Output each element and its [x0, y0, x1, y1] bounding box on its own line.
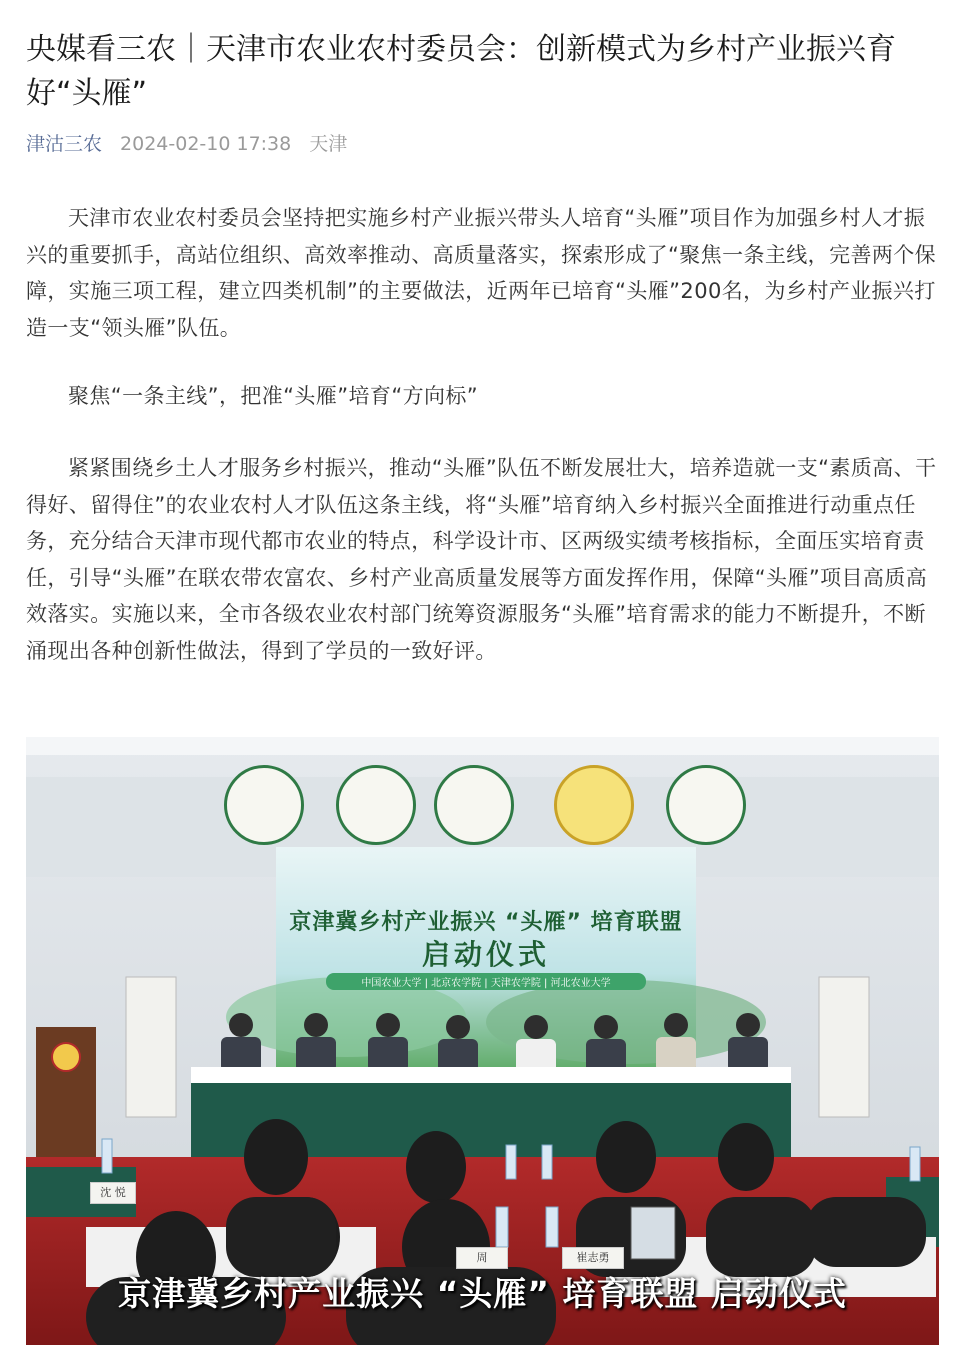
- university-seal-icon: [336, 765, 416, 845]
- banner-subtitle: 启动仪式: [421, 938, 550, 971]
- article-meta: [26, 130, 347, 158]
- article-paragraph: 紧紧围绕乡土人才服务乡村振兴，推动“头雁”队伍不断发展壮大，培养造就一支“素质高、干得好、留得住”的农业农村人才队伍这条主线，将“头雁”培育纳入乡村振兴全面推进行动重点任务，充分结合天津市现代都市农业的特点，科学设计市、区两级实绩考核指标，全面压实培育责任，引导“头雁”在联农带农富农、乡村产业高质量发展等方面发挥作用，保障“头雁”项目高质高效落实。实施以来，全市各级农业农村部门统筹资源服务“头雁”培育需求的能力不断提升，不断涌现出各种创新性做法，得到了学员的一致好评。: [26, 456, 937, 663]
- university-seal-icon: [554, 765, 634, 845]
- banner-universities: 中国农业大学 | 北京农学院 | 天津农学院 | 河北农业大学: [326, 973, 646, 990]
- source-account-link[interactable]: 津沽三农: [26, 133, 103, 155]
- article-paragraph: 天津市农业农村委员会坚持把实施乡村产业振兴带头人培育“头雁”项目作为加强乡村人才振兴的重要抓手，高站位组织、高效率推动、高质量落实，探索形成了“聚焦一条主线，完善两个保障，实施三项工程，建立四类机制”的主要做法，近两年已培育“头雁”200名，为乡村产业振兴打造一支“领头雁”队伍。: [26, 206, 937, 340]
- publish-location: 天津: [309, 133, 348, 155]
- photo-caption: 京津冀乡村产业振兴 “头雁” 培育联盟 启动仪式: [118, 1274, 847, 1313]
- banner-title: 京津冀乡村产业振兴 “头雁” 培育联盟: [289, 910, 683, 935]
- article-title: 央媒看三农｜天津市农业农村委员会：创新模式为乡村产业振兴育好“头雁”: [26, 32, 896, 111]
- section-heading: 聚焦“一条主线”，把准“头雁”培育“方向标”: [68, 384, 479, 408]
- university-seal-icon: [666, 765, 746, 845]
- university-seal-icon: [224, 765, 304, 845]
- desk-nameplate: 崔志勇: [562, 1247, 624, 1269]
- publish-datetime: 2024-02-10 17:38: [120, 133, 292, 155]
- desk-nameplate: 沈 悦: [90, 1182, 136, 1204]
- desk-nameplate: 周: [456, 1247, 508, 1269]
- article-photo[interactable]: [26, 737, 939, 1345]
- university-seal-icon: [434, 765, 514, 845]
